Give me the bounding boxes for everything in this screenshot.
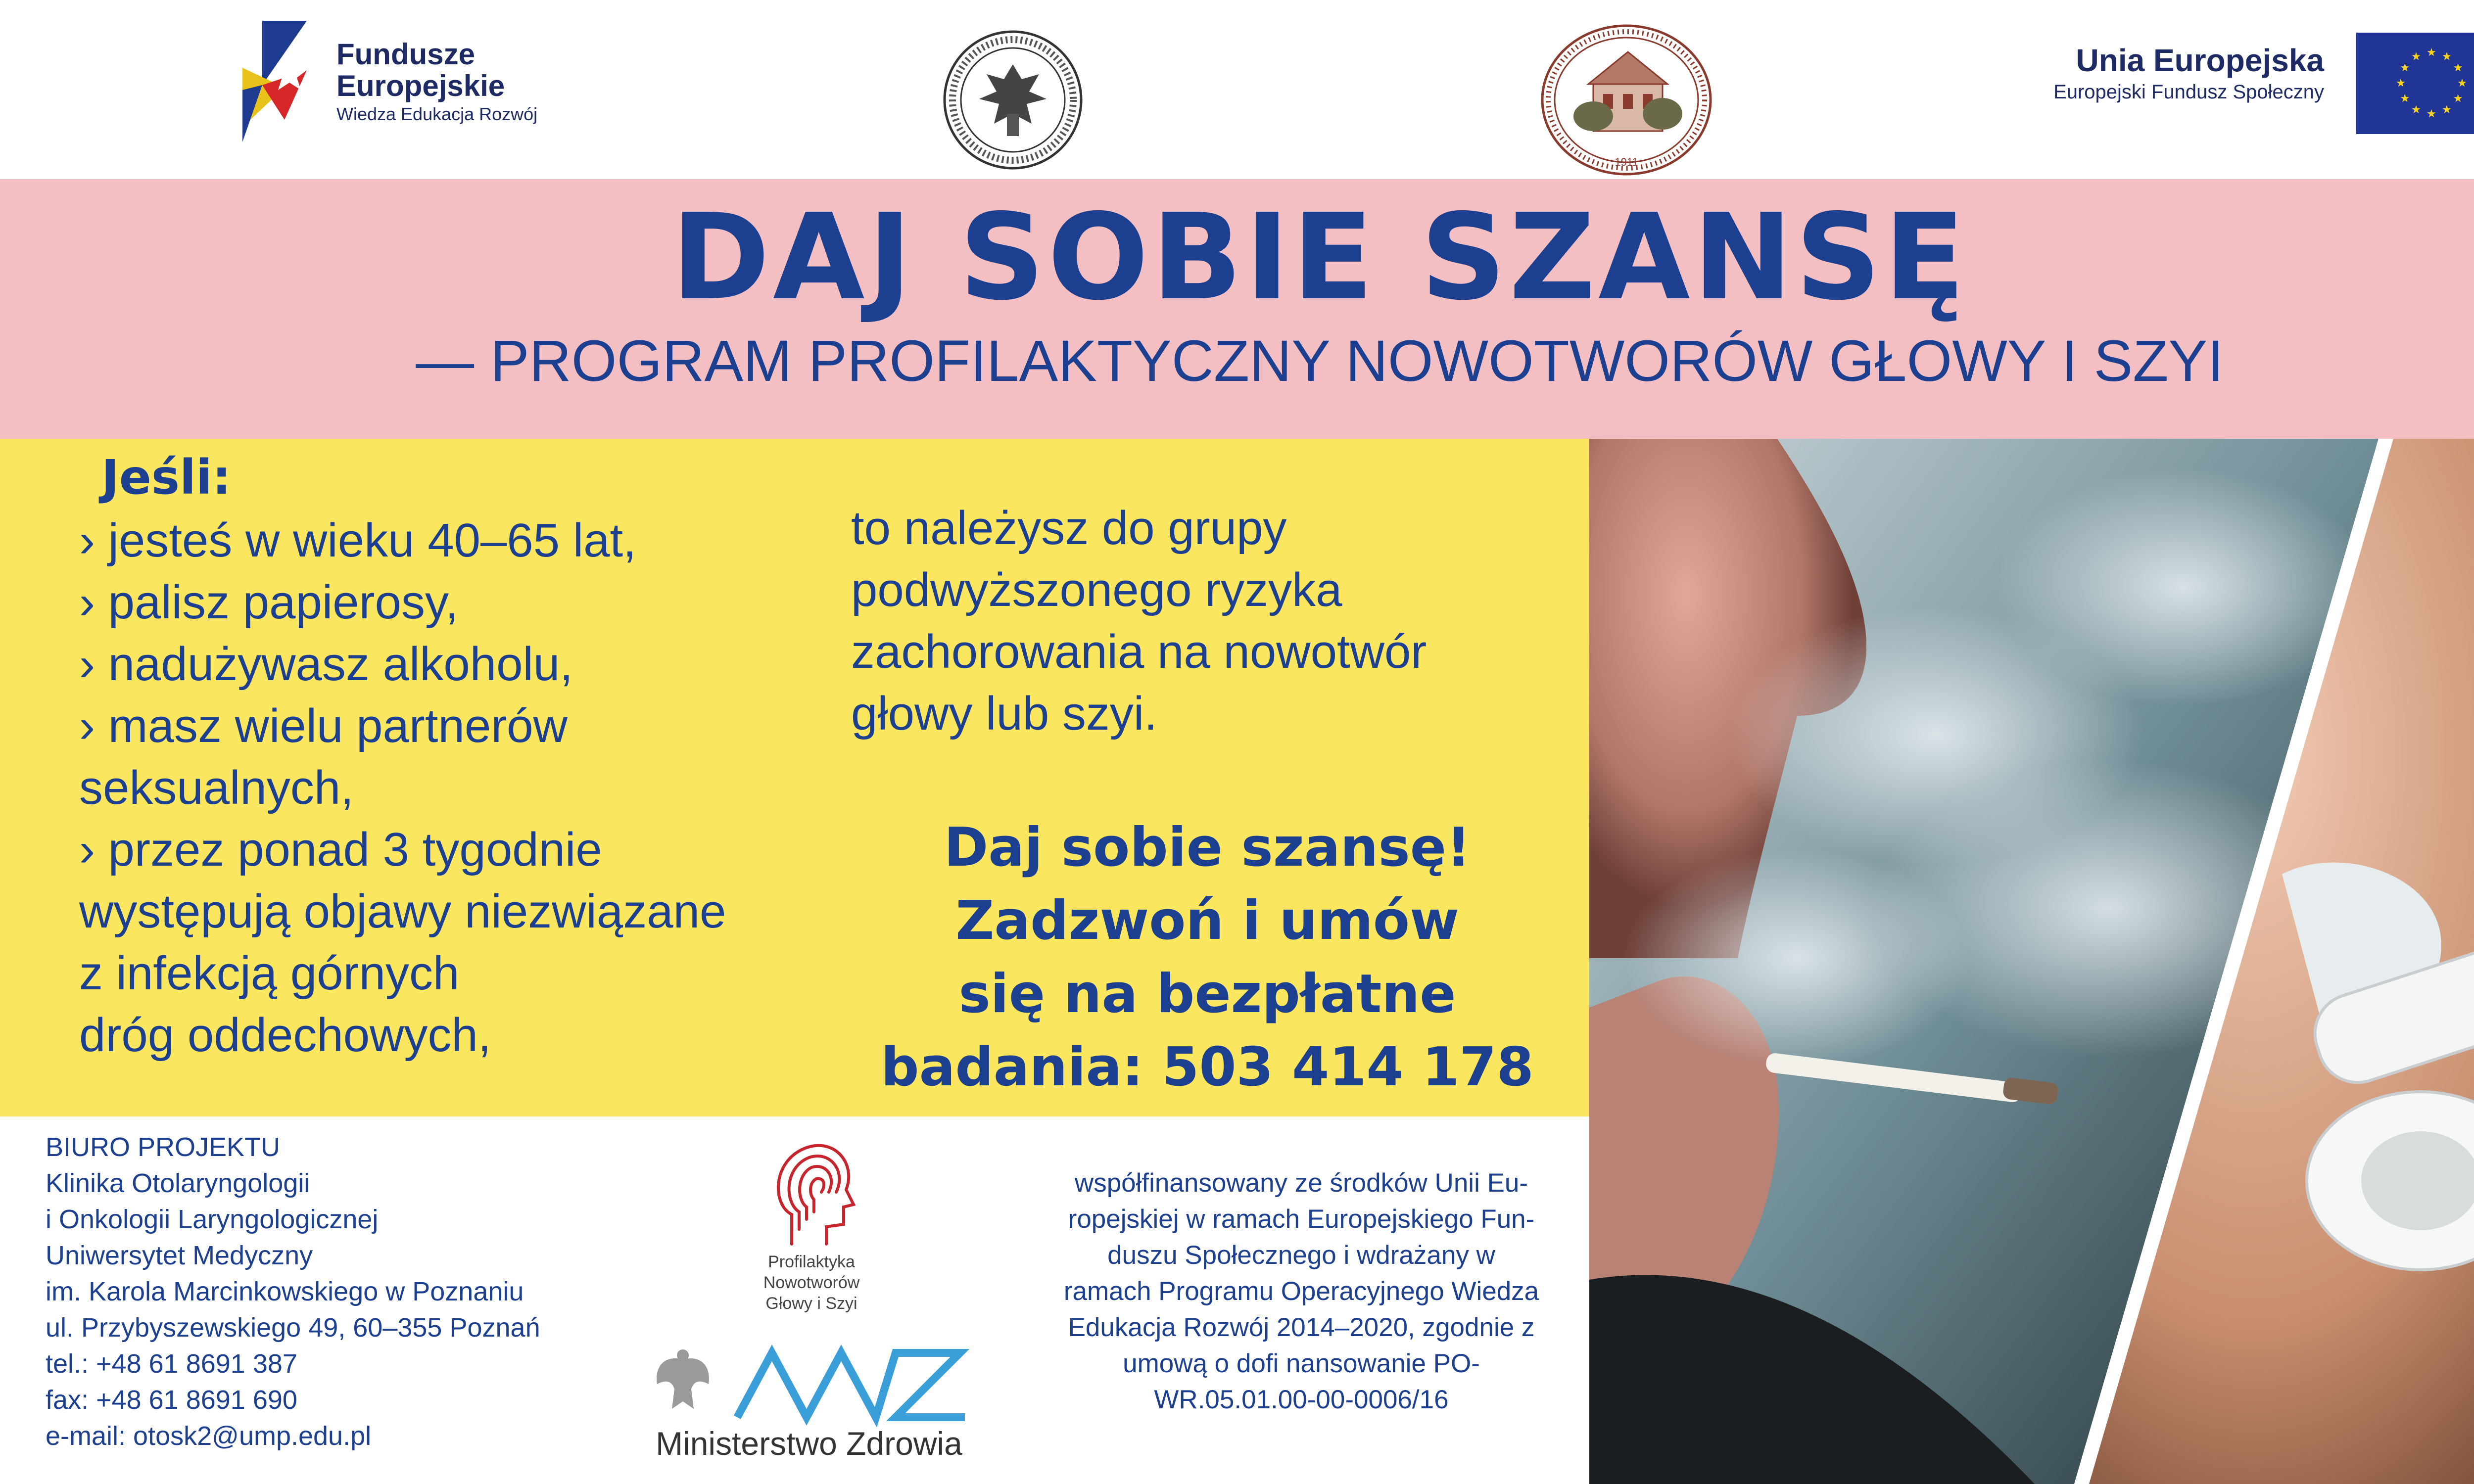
list-item: dróg oddechowych, <box>79 1009 491 1062</box>
office-line: im. Karola Marcinkowskiego w Poznaniu <box>46 1277 524 1306</box>
university-seal-icon <box>943 30 1084 171</box>
conditions-heading: Jeśli: <box>101 450 232 505</box>
list-item: › nadużywasz alkoholu, <box>79 638 573 691</box>
list-item: › przez ponad 3 tygodnie <box>79 823 602 876</box>
list-item: z infekcją górnych <box>79 947 460 1000</box>
fundusze-europejskie-logo-icon <box>242 21 317 142</box>
funding-line: współfinansowany ze środków Unii Eu- <box>1074 1168 1528 1198</box>
eu-flag-icon <box>2356 33 2474 134</box>
conditions-list <box>79 510 851 1066</box>
funding-note <box>1034 1165 1569 1418</box>
list-item: › jesteś w wieku 40–65 lat, <box>79 514 636 567</box>
office-line: BIURO PROJEKTU <box>46 1132 281 1162</box>
ministerstwo-zdrowia-logo-icon <box>732 1338 970 1427</box>
risk-line: zachorowania na nowotwór <box>851 625 1427 678</box>
project-office-info <box>46 1129 540 1454</box>
fundusze-line3: Wiedza Edukacja Rozwój <box>336 104 538 124</box>
list-item: seksualnych, <box>79 761 354 814</box>
call-to-action <box>841 811 1573 1104</box>
program-logo-text <box>703 1252 920 1314</box>
program-logo-line: Nowotworów <box>763 1273 860 1292</box>
office-fax: fax: +48 61 8691 690 <box>46 1385 297 1415</box>
fundusze-line2: Europejskie <box>336 69 505 102</box>
cta-phone-line: badania: 503 414 178 <box>881 1036 1534 1098</box>
polish-eagle-icon <box>652 1345 714 1414</box>
risk-line: głowy lub szyi. <box>851 687 1157 740</box>
head-fingerprint-logo-icon <box>762 1130 861 1254</box>
risk-line: podwyższonego ryzyka <box>851 563 1342 616</box>
risk-text <box>851 497 1544 744</box>
funding-line: duszu Społecznego i wdrażany w <box>1107 1241 1495 1270</box>
funding-line: Edukacja Rozwój 2014–2020, zgodnie z <box>1068 1313 1535 1342</box>
funding-line: WR.05.01.00-00-0006/16 <box>1154 1385 1449 1414</box>
cta-line: Daj sobie szansę! <box>944 817 1471 879</box>
list-item: › masz wielu partnerów <box>79 699 568 752</box>
cta-line: Zadzwoń i umów <box>955 890 1459 952</box>
office-line: Klinika Otolaryngologii <box>46 1168 310 1198</box>
funding-line: ropejskiej w ramach Europejskiego Fun- <box>1068 1205 1535 1234</box>
fundusze-line1: Fundusze <box>336 38 475 71</box>
list-item: występują objawy niezwiązane <box>79 885 726 938</box>
list-item: › palisz papierosy, <box>79 576 459 629</box>
funding-line: umową o dofi nansowanie PO- <box>1123 1349 1480 1378</box>
unia-europejska-text <box>2053 42 2324 105</box>
unia-line1: Unia Europejska <box>2076 43 2324 78</box>
smoking-and-tracheostomy-photo <box>1589 439 2474 1484</box>
fundusze-europejskie-text <box>336 39 537 127</box>
office-line: ul. Przybyszewskiego 49, 60–355 Poznań <box>46 1313 540 1343</box>
unia-line2: Europejski Fundusz Społeczny <box>2053 81 2324 103</box>
program-logo-line: Profilaktyka <box>768 1252 855 1271</box>
page-title: DAJ SOBIE SZANSĘ <box>671 188 1968 326</box>
office-phone: tel.: +48 61 8691 387 <box>46 1349 297 1379</box>
office-email: e-mail: otosk2@ump.edu.pl <box>46 1421 372 1451</box>
risk-line: to należysz do grupy <box>851 502 1287 555</box>
seal-year: 1911 <box>1615 156 1638 168</box>
program-logo-line: Głowy i Szyi <box>765 1294 857 1313</box>
cta-line: się na bezpłatne <box>958 963 1456 1025</box>
hospital-seal-icon <box>1539 22 1714 178</box>
page-subtitle: — PROGRAM PROFILAKTYCZNY NOWOTWORÓW GŁOWY I SZYI <box>416 328 2224 394</box>
ministry-name: Ministerstwo Zdrowia <box>656 1425 962 1462</box>
office-line: Uniwersytet Medyczny <box>46 1241 313 1270</box>
funding-line: ramach Programu Operacyjnego Wiedza <box>1063 1277 1539 1306</box>
office-line: i Onkologii Laryngologicznej <box>46 1205 379 1234</box>
